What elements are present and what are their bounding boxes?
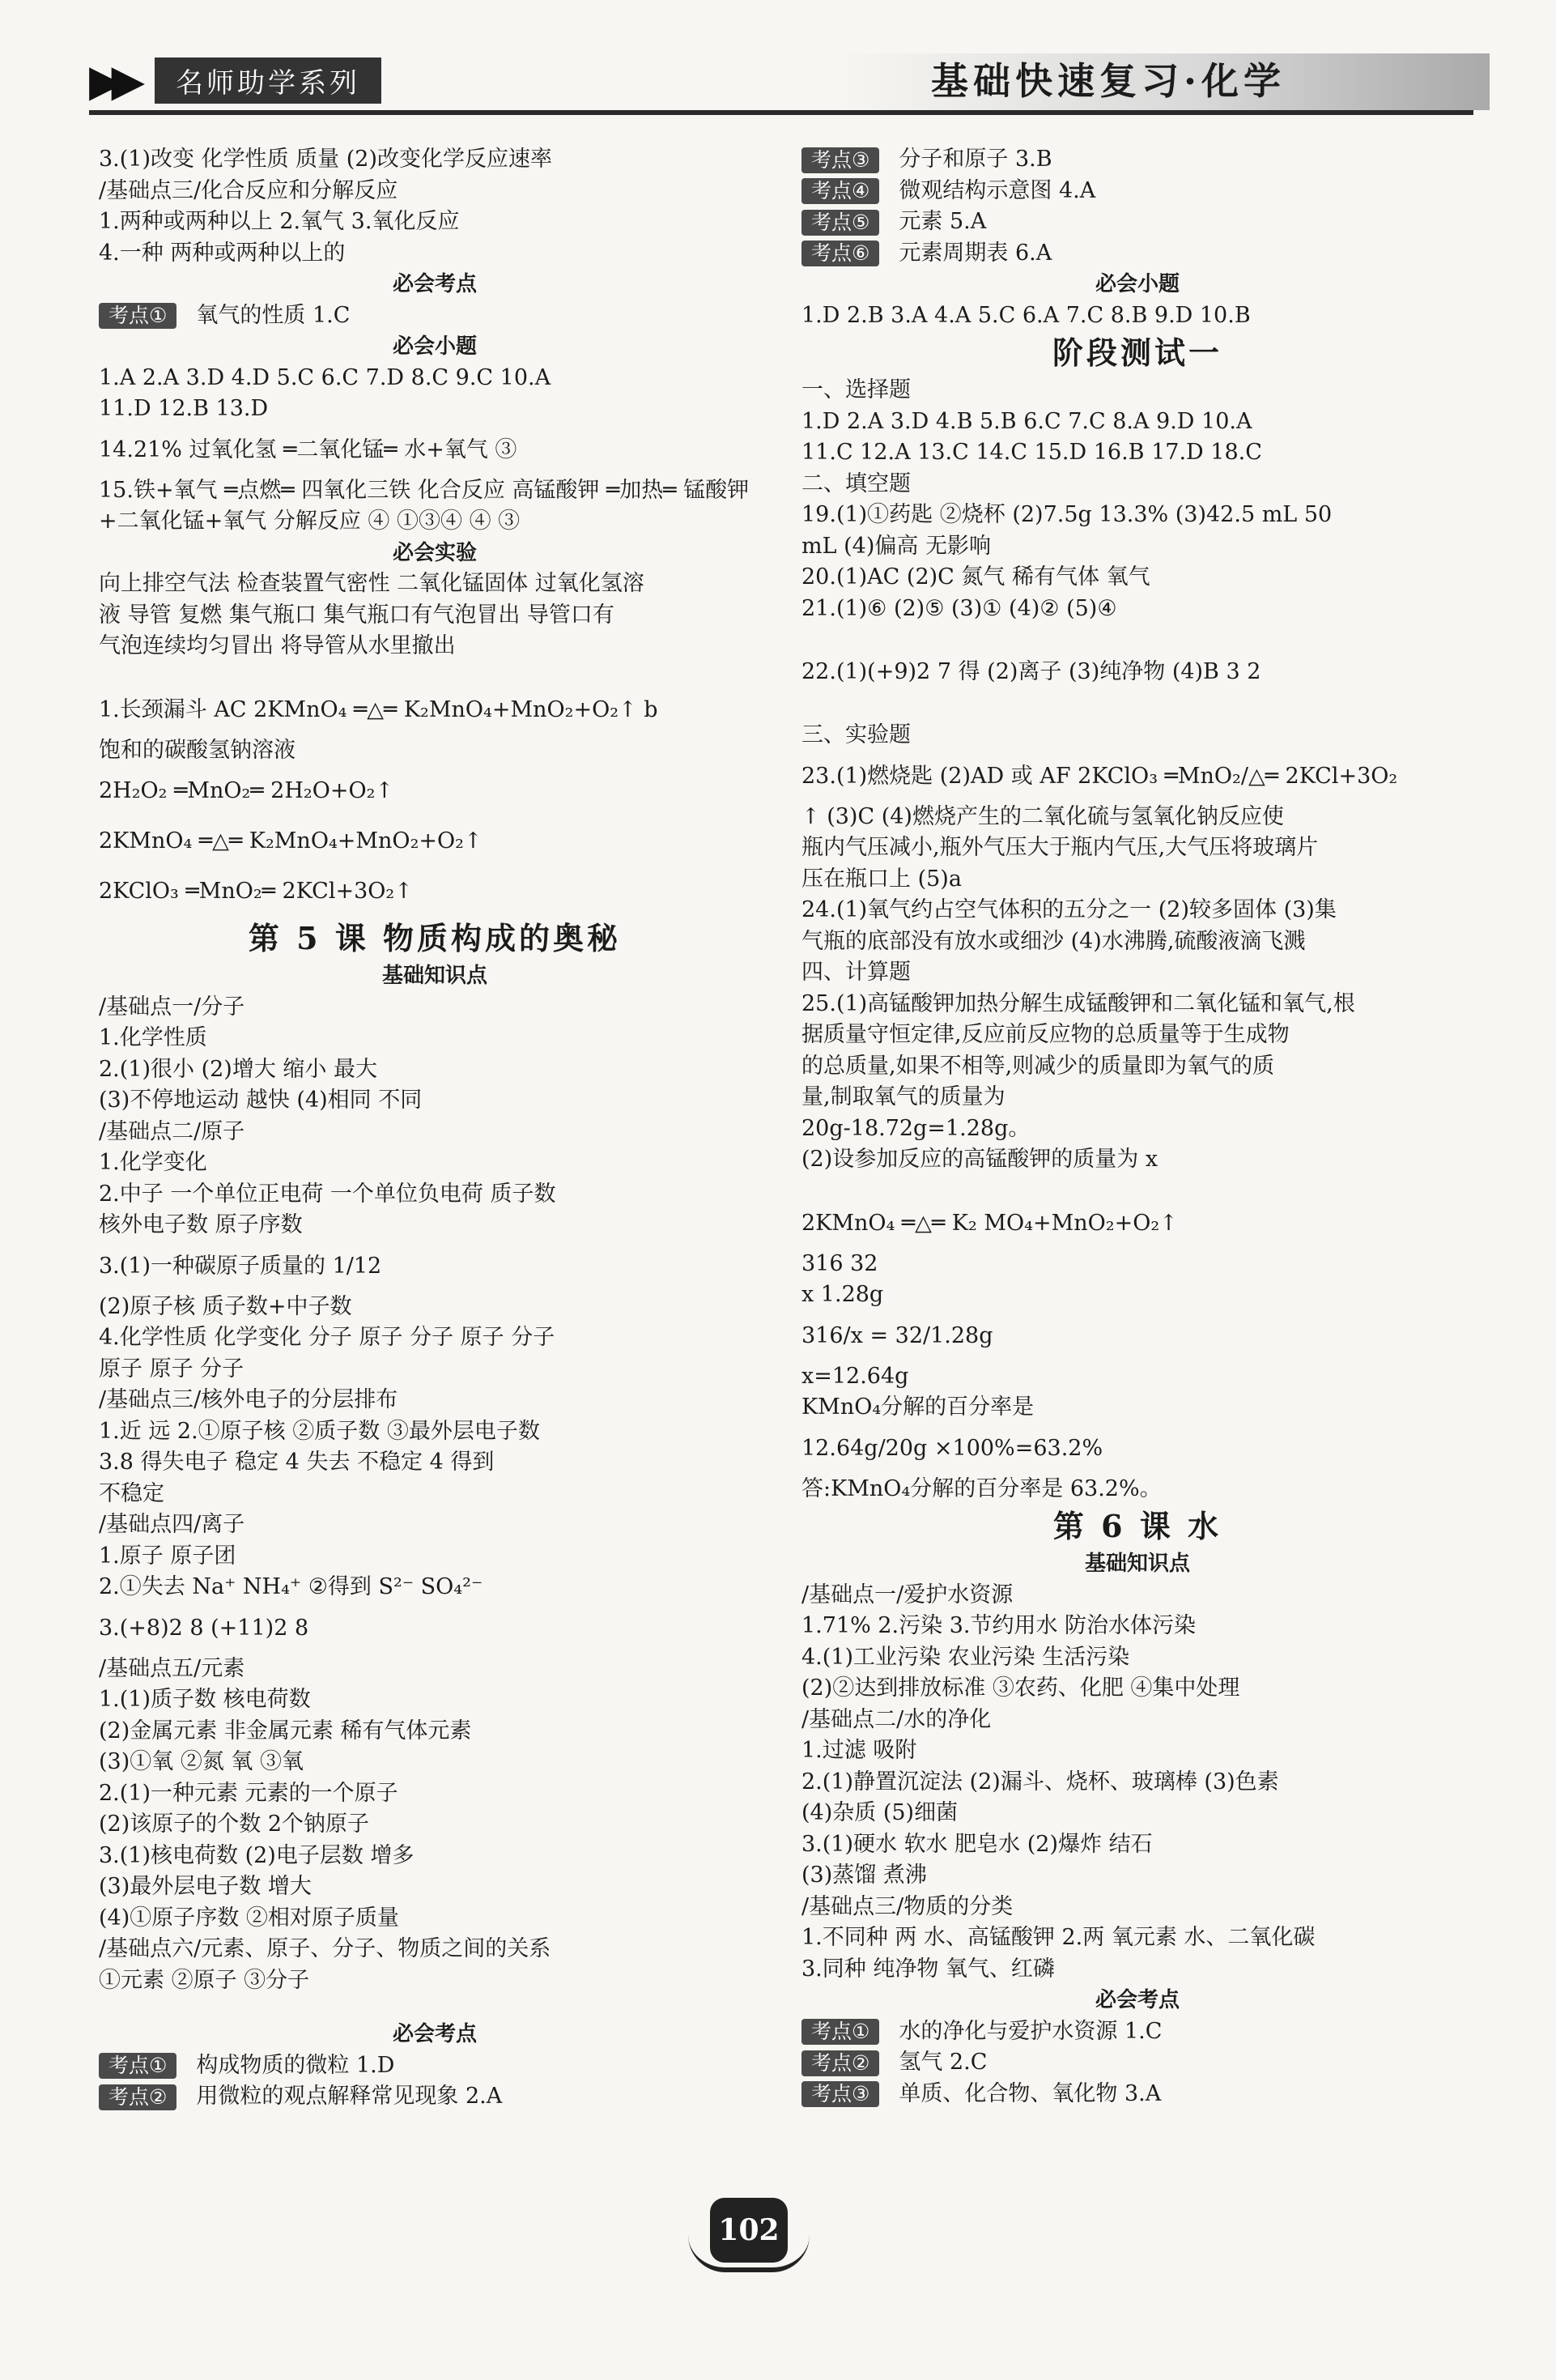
kaodian-badge: 考点⑥ <box>801 241 879 266</box>
line-text: /基础点六/元素、原子、分子、物质之间的关系 <box>99 1936 551 1961</box>
line-text: 一、选择题 <box>801 377 911 402</box>
kaodian-badge: 考点③ <box>801 2081 879 2107</box>
line-text: 必会小题 <box>392 334 477 359</box>
line-text: 3.(1)改变 化学性质 质量 (2)改变化学反应速率 <box>99 147 552 172</box>
answer-line <box>801 751 1473 802</box>
line-text: 四、计算题 <box>801 960 911 985</box>
answer-line <box>801 500 1473 531</box>
answer-line <box>801 469 1473 500</box>
answer-line <box>801 531 1473 563</box>
answer-line <box>99 1117 771 1148</box>
right-column <box>801 144 1473 2110</box>
line-text: 21.(1)⑥ (2)⑤ (3)① (4)② (5)④ <box>801 595 1117 621</box>
answer-line <box>99 631 771 662</box>
answer-line <box>801 1611 1473 1642</box>
series-label: 名师助学系列 <box>155 57 381 104</box>
line-text: 4.一种 两种或两种以上的 <box>99 240 346 266</box>
answer-line <box>801 720 1473 751</box>
answer-line <box>99 1903 771 1935</box>
section-heading <box>801 269 1473 300</box>
section-heading <box>801 1548 1473 1580</box>
answer-line <box>99 816 771 866</box>
line-text: (2)②达到排放标准 ③农药、化肥 ④集中处理 <box>801 1675 1240 1701</box>
answer-line <box>801 1082 1473 1113</box>
answer-line <box>99 662 771 685</box>
answer-line <box>801 1051 1473 1083</box>
header-rule <box>89 110 1473 115</box>
section-heading <box>801 1505 1473 1548</box>
line-text: 必会考点 <box>392 272 477 296</box>
answer-line <box>99 1054 771 1086</box>
line-text: 22.(1)(+9)2 7 得 (2)离子 (3)纯净物 (4)B 3 2 <box>801 659 1261 684</box>
line-text: 1.两种或两种以上 2.氧气 3.氧化反应 <box>99 209 460 234</box>
line-text: 核外电子数 原子序数 <box>99 1212 303 1237</box>
page-title: 基础快速复习·化学 <box>834 53 1490 110</box>
line-text: 1.D 2.B 3.A 4.A 5.C 6.A 7.C 8.B 9.D 10.B <box>801 302 1251 328</box>
answer-line <box>801 1249 1473 1280</box>
answer-line <box>801 1829 1473 1861</box>
answer-line <box>801 624 1473 647</box>
line-text: 3.(+8)2 8 (+11)2 8 <box>99 1615 309 1641</box>
line-text: /基础点一/分子 <box>99 994 245 1020</box>
answer-line <box>99 238 771 270</box>
kaodian-badge: 考点② <box>801 2050 879 2076</box>
line-text: (2)设参加反应的高锰酸钾的质量为 x <box>801 1147 1158 1172</box>
line-text: 必会小题 <box>1095 272 1180 296</box>
line-text: (3)不停地运动 越快 (4)相同 不同 <box>99 1088 423 1113</box>
answer-line <box>99 1210 771 1241</box>
answer-line <box>801 2016 1473 2048</box>
line-text: /基础点三/化合反应和分解反应 <box>99 177 398 203</box>
line-text: 分子和原子 3.B <box>899 147 1052 172</box>
line-text: 3.(1)核电荷数 (2)电子层数 增多 <box>99 1842 415 1868</box>
line-text: 元素周期表 6.A <box>899 240 1052 266</box>
line-text: 2.(1)一种元素 元素的一个原子 <box>99 1780 398 1806</box>
line-text: /基础点五/元素 <box>99 1655 245 1681</box>
line-text: (3)蒸馏 煮沸 <box>801 1863 927 1888</box>
section-heading <box>99 331 771 363</box>
answer-line <box>801 1144 1473 1176</box>
answer-line <box>801 238 1473 270</box>
answer-line <box>801 594 1473 625</box>
line-text: 20g-18.72g=1.28g。 <box>801 1115 1031 1141</box>
line-text: 1.D 2.A 3.D 4.B 5.B 6.C 7.C 8.A 9.D 10.A <box>801 408 1252 434</box>
line-text: 构成物质的微粒 1.D <box>196 2052 395 2078</box>
line-text: 液 导管 复燃 集气瓶口 集气瓶口有气泡冒出 导管口有 <box>99 602 614 628</box>
answer-line <box>99 1716 771 1748</box>
answer-line <box>801 1922 1473 1954</box>
line-text: 2KClO₃ ═MnO₂═ 2KCl+3O₂↑ <box>99 879 413 904</box>
series-brand <box>89 55 381 106</box>
line-text: 氢气 2.C <box>899 2050 988 2075</box>
line-text: 压在瓶口上 (5)a <box>801 866 962 892</box>
line-text: 气瓶的底部没有放水或细沙 (4)水沸腾,硫酸液滴飞溅 <box>801 928 1306 954</box>
line-text: +二氧化锰+氧气 分解反应 ④ ①③④ ④ ③ <box>99 509 521 534</box>
answer-line <box>99 1322 771 1354</box>
answer-line <box>801 1279 1473 1311</box>
line-text: ↑ (3)C (4)燃烧产生的二氧化硫与氢氧化钠反应使 <box>801 803 1284 829</box>
line-text: /基础点二/水的净化 <box>801 1706 992 1732</box>
answer-line <box>801 1392 1473 1424</box>
answer-line <box>801 1176 1473 1199</box>
answer-line <box>801 697 1473 720</box>
line-text: 2.(1)很小 (2)增大 缩小 最大 <box>99 1056 377 1082</box>
answer-line <box>801 437 1473 469</box>
line-text: 用微粒的观点解释常见现象 2.A <box>196 2084 503 2109</box>
answer-line <box>801 1860 1473 1892</box>
line-text: 1.近 远 2.①原子核 ②质子数 ③最外层电子数 <box>99 1418 540 1444</box>
section-heading <box>801 1985 1473 2016</box>
line-text: 第 5 课 物质构成的奥秘 <box>248 920 622 956</box>
line-text: 25.(1)高锰酸钾加热分解生成锰酸钾和二氧化锰和氧气,根 <box>801 990 1355 1016</box>
line-text: 3.(1)一种碳原子质量的 1/12 <box>99 1253 382 1279</box>
answer-line <box>99 1809 771 1841</box>
answer-line <box>99 475 771 507</box>
answer-line <box>99 206 771 238</box>
line-text: 1.不同种 两 水、高锰酸钾 2.两 氧元素 水、二氧化碳 <box>801 1925 1316 1950</box>
line-text: /基础点一/爱护水资源 <box>801 1582 1014 1607</box>
line-text: 单质、化合物、氧化物 3.A <box>899 2080 1162 2106</box>
answer-line <box>99 425 771 475</box>
line-text: 1.化学性质 <box>99 1025 207 1050</box>
line-text: 11.C 12.A 13.C 14.C 15.D 16.B 17.D 18.C <box>801 440 1262 465</box>
answer-line <box>801 1311 1473 1361</box>
line-text: 微观结构示意图 4.A <box>899 177 1096 203</box>
answer-line <box>801 1580 1473 1612</box>
line-text: 2.①失去 Na⁺ NH₄⁺ ②得到 S²⁻ SO₄²⁻ <box>99 1574 483 1599</box>
line-text: 1.原子 原子团 <box>99 1543 236 1569</box>
line-text: 三、实验题 <box>801 722 911 747</box>
line-text: 水的净化与爱护水资源 1.C <box>899 2018 1163 2044</box>
line-text: mL (4)偏高 无影响 <box>801 533 991 559</box>
answer-line <box>99 1447 771 1479</box>
page-header <box>89 49 1473 113</box>
answer-line <box>801 407 1473 438</box>
answer-line <box>99 300 771 332</box>
answer-line <box>801 989 1473 1020</box>
answer-line <box>99 1541 771 1573</box>
line-text: (3)最外层电子数 增大 <box>99 1874 312 1899</box>
line-text: 饱和的碳酸氢钠溶液 <box>99 737 295 763</box>
answer-line <box>801 926 1473 958</box>
answer-line <box>801 1673 1473 1705</box>
answer-line <box>801 144 1473 176</box>
answer-line <box>801 1767 1473 1799</box>
line-text: 4.(1)工业污染 农业污染 生活污染 <box>801 1644 1130 1670</box>
answer-line <box>801 832 1473 864</box>
line-text: 11.D 12.B 13.D <box>99 396 269 421</box>
line-text: 316/x = 32/1.28g <box>801 1322 993 1348</box>
line-text: /基础点三/核外电子的分层排布 <box>99 1387 398 1412</box>
answer-line <box>801 1798 1473 1829</box>
kaodian-badge: 考点① <box>99 2053 176 2079</box>
line-text: 氧气的性质 1.C <box>196 302 351 328</box>
answer-line <box>99 1654 771 1685</box>
line-text: 14.21% 过氧化氢 ═二氧化锰═ 水+氧气 ③ <box>99 436 517 462</box>
line-text: 量,制取氧气的质量为 <box>801 1084 1005 1109</box>
double-arrow-icon: ▶▶ <box>89 55 134 106</box>
answer-line <box>801 1424 1473 1474</box>
answer-line <box>801 957 1473 989</box>
line-text: (2)该原子的个数 2个钠原子 <box>99 1812 370 1837</box>
line-text: 12.64g/20g ×100%=63.2% <box>801 1435 1103 1461</box>
answer-line <box>801 1199 1473 1249</box>
answer-line <box>99 1965 771 1997</box>
answer-line <box>99 1747 771 1778</box>
answer-line <box>99 394 771 425</box>
answer-line <box>99 1778 771 1810</box>
answer-line <box>801 802 1473 833</box>
answer-line <box>801 1113 1473 1145</box>
line-text: 2.中子 一个单位正电荷 一个单位负电荷 质子数 <box>99 1181 556 1207</box>
line-text: 1.(1)质子数 核电荷数 <box>99 1687 311 1712</box>
answer-line <box>99 766 771 816</box>
answer-line <box>801 1892 1473 1923</box>
answer-line <box>801 1705 1473 1736</box>
answer-line <box>99 1934 771 1965</box>
answer-line <box>99 1996 771 2019</box>
answer-line <box>801 375 1473 407</box>
line-text: 1.化学变化 <box>99 1150 207 1175</box>
answer-line <box>99 506 771 538</box>
line-text: 阶段测试一 <box>1052 334 1222 371</box>
line-text: 必会考点 <box>392 2022 477 2046</box>
line-text: (2)金属元素 非金属元素 稀有气体元素 <box>99 1718 472 1743</box>
page-number: 102 <box>710 2198 788 2263</box>
answer-line <box>801 176 1473 207</box>
line-text: 气泡连续均匀冒出 将导管从水里撤出 <box>99 633 456 658</box>
line-text: 20.(1)AC (2)C 氮气 稀有气体 氧气 <box>801 564 1150 590</box>
kaodian-badge: 考点⑤ <box>801 210 879 236</box>
answer-line <box>801 864 1473 896</box>
left-column <box>99 144 771 2113</box>
answer-line <box>99 568 771 600</box>
line-text: 二、填空题 <box>801 470 911 496</box>
line-text: 3.同种 纯净物 氧气、红磷 <box>801 1956 1055 1982</box>
line-text: 瓶内气压减小,瓶外气压大于瓶内气压,大气压将玻璃片 <box>801 835 1319 860</box>
line-text: 15.铁+氧气 ═点燃═ 四氧化三铁 化合反应 高锰酸钾 ═加热═ 锰酸钾 <box>99 477 750 503</box>
line-text: 2H₂O₂ ═MnO₂═ 2H₂O+O₂↑ <box>99 778 394 803</box>
line-text: (4)①原子序数 ②相对原子质量 <box>99 1905 399 1931</box>
answer-line <box>801 206 1473 238</box>
line-text: 316 32 <box>801 1250 878 1276</box>
line-text: 基础知识点 <box>1084 1552 1190 1576</box>
answer-line <box>801 2047 1473 2079</box>
answer-line <box>99 1354 771 1386</box>
answer-line <box>99 1085 771 1117</box>
section-heading <box>99 269 771 300</box>
section-heading <box>99 2019 771 2050</box>
line-text: /基础点四/离子 <box>99 1512 245 1537</box>
line-text: 1.71% 2.污染 3.节约用水 防治水体污染 <box>801 1613 1197 1638</box>
section-heading <box>99 917 771 960</box>
answer-line <box>99 1179 771 1211</box>
answer-line <box>801 647 1473 697</box>
answer-line <box>801 300 1473 332</box>
answer-line <box>99 363 771 394</box>
answer-line <box>99 685 771 735</box>
answer-line <box>99 144 771 176</box>
line-text: 23.(1)燃烧匙 (2)AD 或 AF 2KClO₃ ═MnO₂/△═ 2KCl+3O₂ <box>801 763 1398 789</box>
answer-line <box>99 1509 771 1541</box>
answer-line <box>99 2050 771 2082</box>
kaodian-badge: 考点① <box>801 2019 879 2045</box>
line-text: 1.过滤 吸附 <box>801 1738 917 1763</box>
answer-line <box>801 2079 1473 2110</box>
line-text: 原子 原子 分子 <box>99 1356 244 1382</box>
line-text: 3.8 得失电子 稳定 4 失去 不稳定 4 得到 <box>99 1450 495 1475</box>
answer-line <box>99 735 771 767</box>
answer-line <box>99 1572 771 1603</box>
line-text: (2)原子核 质子数+中子数 <box>99 1293 352 1319</box>
line-text: 2KMnO₄ ═△═ K₂ MO₄+MnO₂+O₂↑ <box>801 1210 1178 1236</box>
line-text: 元素 5.A <box>899 209 987 234</box>
answer-line <box>99 2081 771 2113</box>
answer-line <box>99 1292 771 1323</box>
line-text: 4.化学性质 化学变化 分子 原子 分子 原子 分子 <box>99 1325 555 1350</box>
answer-line <box>99 992 771 1024</box>
line-text: 19.(1)①药匙 ②烧杯 (2)7.5g 13.3% (3)42.5 mL 50 <box>801 502 1333 527</box>
kaodian-badge: 考点① <box>99 303 176 329</box>
answer-line <box>99 1871 771 1903</box>
answer-line <box>99 1603 771 1654</box>
line-text: 据质量守恒定律,反应前反应物的总质量等于生成物 <box>801 1022 1290 1047</box>
line-text: 不稳定 <box>99 1480 164 1506</box>
section-heading <box>99 960 771 992</box>
answer-line <box>99 1241 771 1292</box>
line-text: 3.(1)硬水 软水 肥皂水 (2)爆炸 结石 <box>801 1831 1153 1857</box>
answer-line <box>801 1735 1473 1767</box>
kaodian-badge: 考点④ <box>801 178 879 204</box>
answer-line <box>801 895 1473 926</box>
answer-line <box>801 1361 1473 1393</box>
answer-line <box>99 1479 771 1510</box>
section-heading <box>99 538 771 569</box>
line-text: 答:KMnO₄分解的百分率是 63.2%。 <box>801 1475 1162 1501</box>
line-text: 必会实验 <box>392 540 477 565</box>
section-heading <box>801 331 1473 375</box>
kaodian-badge: 考点② <box>99 2084 176 2110</box>
answer-line <box>99 1684 771 1716</box>
answer-line <box>99 600 771 632</box>
line-text: ①元素 ②原子 ③分子 <box>99 1967 310 1993</box>
line-text: KMnO₄分解的百分率是 <box>801 1394 1035 1420</box>
line-text: (4)杂质 (5)细菌 <box>801 1800 959 1825</box>
answer-line <box>99 1385 771 1416</box>
line-text: 向上排空气法 检查装置气密性 二氧化锰固体 过氧化氢溶 <box>99 571 644 596</box>
answer-line <box>801 1642 1473 1674</box>
line-text: x=12.64g <box>801 1363 909 1389</box>
line-text: /基础点三/物质的分类 <box>801 1893 1014 1919</box>
line-text: 的总质量,如果不相等,则减少的质量即为氧气的质 <box>801 1053 1275 1079</box>
line-text: 基础知识点 <box>381 964 487 988</box>
answer-line <box>99 866 771 917</box>
answer-line <box>801 1474 1473 1505</box>
answer-line <box>801 1954 1473 1986</box>
line-text: 1.长颈漏斗 AC 2KMnO₄ ═△═ K₂MnO₄+MnO₂+O₂↑ b <box>99 696 658 722</box>
answer-line <box>801 1020 1473 1051</box>
line-text: 24.(1)氧气约占空气体积的五分之一 (2)较多固体 (3)集 <box>801 897 1337 922</box>
line-text: (3)①氧 ②氮 氧 ③氧 <box>99 1749 304 1774</box>
answer-line <box>99 1023 771 1054</box>
line-text: 2.(1)静置沉淀法 (2)漏斗、烧杯、玻璃棒 (3)色素 <box>801 1769 1279 1795</box>
answer-line <box>801 562 1473 594</box>
line-text: /基础点二/原子 <box>99 1118 245 1144</box>
line-text: 1.A 2.A 3.D 4.D 5.C 6.C 7.D 8.C 9.C 10.A <box>99 364 551 390</box>
line-text: 2KMnO₄ ═△═ K₂MnO₄+MnO₂+O₂↑ <box>99 828 483 854</box>
kaodian-badge: 考点③ <box>801 147 879 173</box>
line-text: 第 6 课 水 <box>1052 1508 1222 1544</box>
line-text: x 1.28g <box>801 1282 884 1307</box>
answer-line <box>99 1147 771 1179</box>
line-text: 必会考点 <box>1095 1988 1180 2012</box>
answer-line <box>99 1416 771 1448</box>
answer-line <box>99 1841 771 1872</box>
answer-line <box>99 176 771 207</box>
